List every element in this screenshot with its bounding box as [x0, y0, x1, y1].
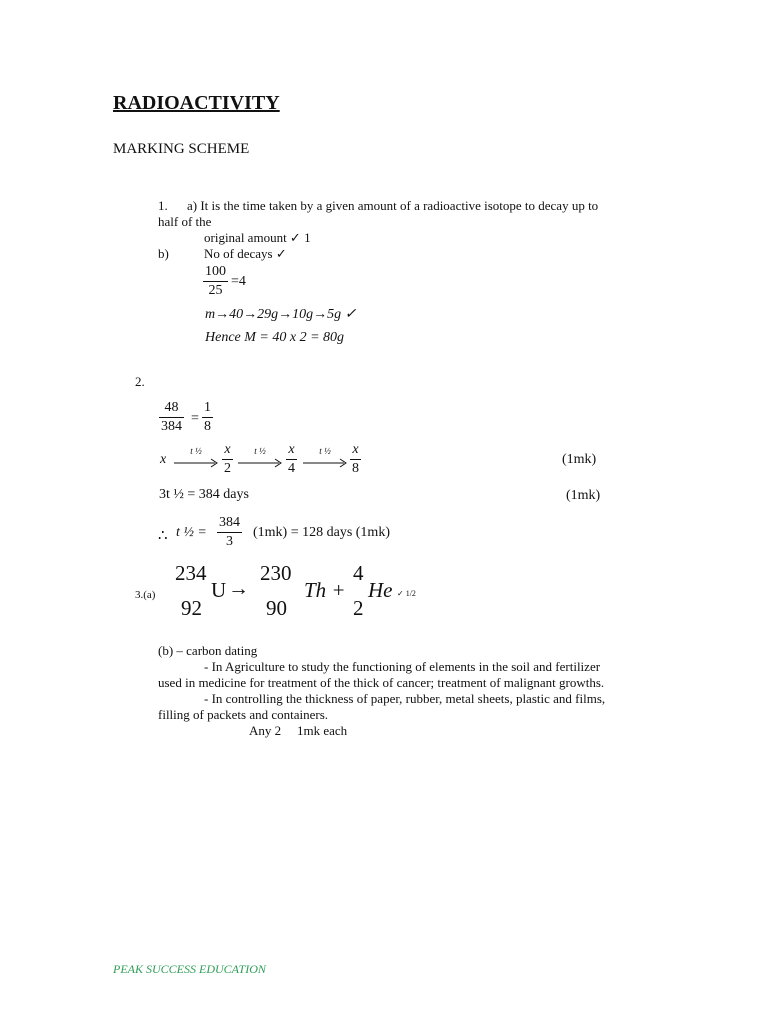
q2-f1-den: 384	[161, 419, 182, 434]
q1-decay-chain: m→40→29g→10g→5g ✓	[205, 307, 357, 322]
q1-number: 1.	[158, 198, 168, 213]
q1-b-label: b)	[158, 246, 169, 261]
q3-mark-each: 1mk each	[297, 723, 348, 738]
q2-equals: =	[191, 411, 199, 426]
fraction-bar	[203, 281, 228, 282]
helium-symbol: He	[368, 578, 393, 602]
helium-mass-number: 4	[353, 561, 364, 585]
q2-d1-num: x	[224, 442, 231, 457]
q2-d3-num: x	[352, 442, 359, 457]
q2-d3-den: 8	[352, 461, 359, 476]
thorium-atomic-number: 90	[266, 596, 287, 620]
q1-b-text: No of decays ✓	[204, 246, 287, 261]
half-life-arrow-1	[173, 446, 219, 472]
q1-decays-fraction	[203, 264, 228, 299]
arrow-right-icon	[237, 456, 283, 470]
q2-fraction-1	[159, 400, 184, 435]
q2-f1-num: 48	[164, 400, 179, 415]
uranium-mass-number: 234	[175, 561, 207, 585]
q1-a-text-2: half of the	[158, 214, 212, 229]
q2-x-start: x	[160, 452, 167, 467]
fraction-bar	[286, 459, 297, 460]
q1-hence: Hence M = 40 x 2 = 80g	[205, 330, 345, 345]
q2-t-half: t ½ =	[176, 525, 207, 540]
q2-line-3-tail: (1mk) = 128 days (1mk)	[253, 525, 390, 540]
q2-d2-den: 4	[288, 461, 295, 476]
q2-chain-frac-1	[222, 442, 233, 477]
reaction-arrow: →	[228, 576, 249, 600]
uranium-symbol: U	[211, 578, 227, 602]
half-life-arrow-3	[302, 446, 348, 472]
thorium-mass-number: 230	[260, 561, 292, 585]
footer-brand: PEAK SUCCESS EDUCATION	[113, 962, 266, 976]
fraction-bar	[202, 417, 213, 418]
fraction-bar	[350, 459, 361, 460]
q1-a-text: a) It is the time taken by a given amount of a radioactive isotope to decay up to	[187, 198, 599, 213]
arrow-right-icon	[302, 456, 348, 470]
page-title: RADIOACTIVITY	[113, 92, 280, 114]
q2-number: 2.	[135, 374, 145, 389]
arrow-label: t ½	[190, 446, 202, 456]
q3-agri-line-2: used in medicine for treatment of the thick of cancer; treatment of malignant growths.	[158, 675, 605, 690]
q2-f2-num: 1	[204, 400, 211, 415]
arrow-label: t ½	[319, 446, 331, 456]
marking-scheme-heading: MARKING SCHEME	[113, 141, 250, 157]
q2-f3-num: 384	[219, 515, 240, 530]
q2-fraction-3	[217, 515, 242, 550]
q2-d1-den: 2	[224, 461, 231, 476]
therefore-symbol: ∴	[158, 528, 168, 544]
q2-chain-frac-2	[286, 442, 297, 477]
uranium-atomic-number: 92	[181, 596, 202, 620]
q2-d2-num: x	[288, 442, 295, 457]
q2-mark-2: (1mk)	[566, 488, 601, 503]
q2-chain-frac-3	[350, 442, 361, 477]
helium-atomic-number: 2	[353, 596, 364, 620]
q2-mark-1: (1mk)	[562, 452, 597, 467]
q3-paper-line-2: filling of packets and containers.	[158, 707, 329, 722]
q3-any-2: Any 2	[249, 723, 282, 738]
q1-frac-den: 25	[208, 283, 223, 298]
arrow-label: t ½	[254, 446, 266, 456]
fraction-bar	[222, 459, 233, 460]
q2-f3-den: 3	[226, 534, 233, 549]
q1-a-text-3: original amount ✓ 1	[204, 230, 311, 245]
q3-b-line: (b) – carbon dating	[158, 643, 258, 658]
half-life-arrow-2	[237, 446, 283, 472]
q2-line-2: 3t ½ = 384 days	[159, 487, 249, 502]
q2-f2-den: 8	[204, 419, 211, 434]
arrow-right-icon	[173, 456, 219, 470]
thorium-symbol: Th +	[304, 578, 346, 602]
fraction-bar	[159, 417, 184, 418]
q1-frac-num: 100	[205, 264, 226, 279]
q3-label: 3.(a)	[135, 589, 156, 601]
q2-fraction-2	[202, 400, 213, 435]
helium-mark: ✓ 1/2	[397, 589, 416, 598]
fraction-bar	[217, 532, 242, 533]
q1-frac-result: =4	[231, 274, 246, 289]
q3-paper-line-1: - In controlling the thickness of paper, rubber, metal sheets, plastic and films,	[204, 691, 606, 706]
q3-agri-line-1: - In Agriculture to study the functioning of elements in the soil and fertilizer	[204, 659, 601, 674]
